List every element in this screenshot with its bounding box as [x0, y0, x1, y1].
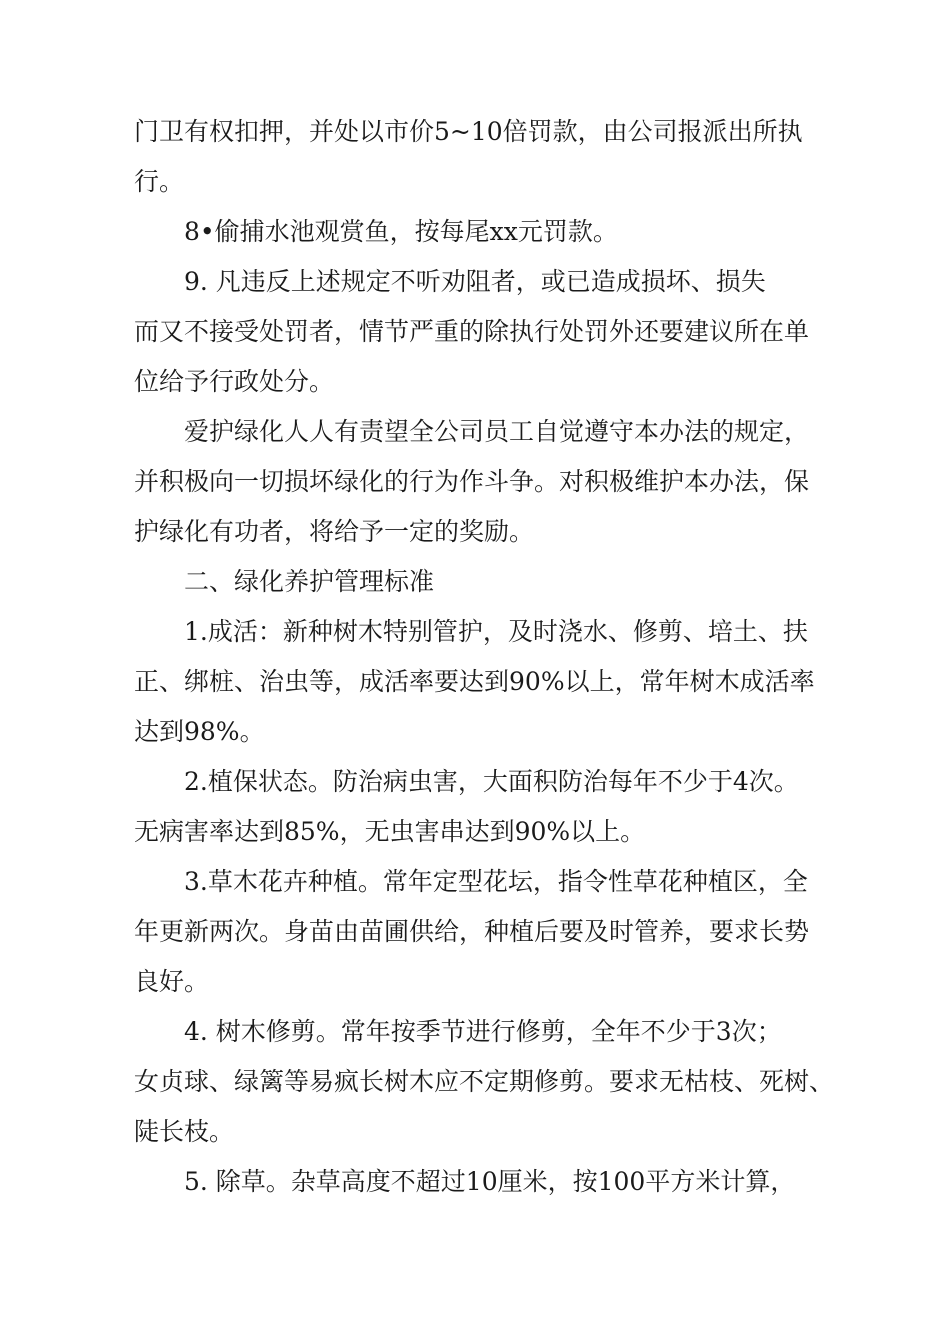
- text-line: 达到98%。: [134, 717, 265, 746]
- section-heading: 二、绿化养护管理标准: [184, 567, 435, 596]
- text-line: 位给予行政处分。: [134, 367, 335, 396]
- text-line: 8•偷捕水池观赏鱼，按每尾xx元罚款。: [184, 217, 618, 246]
- text-line: 4. 树木修剪。常年按季节进行修剪，全年不少于3次；: [184, 1017, 782, 1046]
- text-line: 3.草木花卉种植。常年定型花坛，指令性草花种植区，全: [184, 867, 808, 896]
- text-line: 良好。: [134, 967, 210, 996]
- text-line: 爱护绿化人人有责望全公司员工自觉遵守本办法的规定，: [184, 417, 810, 446]
- text-line: 并积极向一切损坏绿化的行为作斗争。对积极维护本办法，保: [134, 467, 810, 496]
- text-line: 行。: [134, 167, 185, 196]
- text-line: 年更新两次。身苗由苗圃供给，种植后要及时管养，要求长势: [134, 917, 810, 946]
- text-line: 门卫有权扣押，并处以市价5~10倍罚款，由公司报派出所执: [134, 117, 803, 146]
- text-line: 正、绑桩、治虫等，成活率要达到90%以上，常年树木成活率: [134, 667, 815, 696]
- text-line: 9. 凡违反上述规定不听劝阻者，或已造成损坏、损失: [184, 267, 766, 296]
- text-line: 5. 除草。杂草高度不超过10厘米，按100平方米计算，: [184, 1167, 796, 1196]
- text-line: 陡长枝。: [134, 1117, 235, 1146]
- text-line: 2.植保状态。防治病虫害，大面积防治每年不少于4次。: [184, 767, 799, 796]
- text-line: 护绿化有功者，将给予一定的奖励。: [134, 517, 535, 546]
- text-line: 1.成活：新种树木特别管护，及时浇水、修剪、培土、扶: [184, 617, 808, 646]
- text-line: 无病害率达到85%，无虫害串达到90%以上。: [134, 817, 646, 846]
- text-line: 女贞球、绿篱等易疯长树木应不定期修剪。要求无枯枝、死树、: [134, 1067, 835, 1096]
- text-line: 而又不接受处罚者，情节严重的除执行处罚外还要建议所在单: [134, 317, 810, 346]
